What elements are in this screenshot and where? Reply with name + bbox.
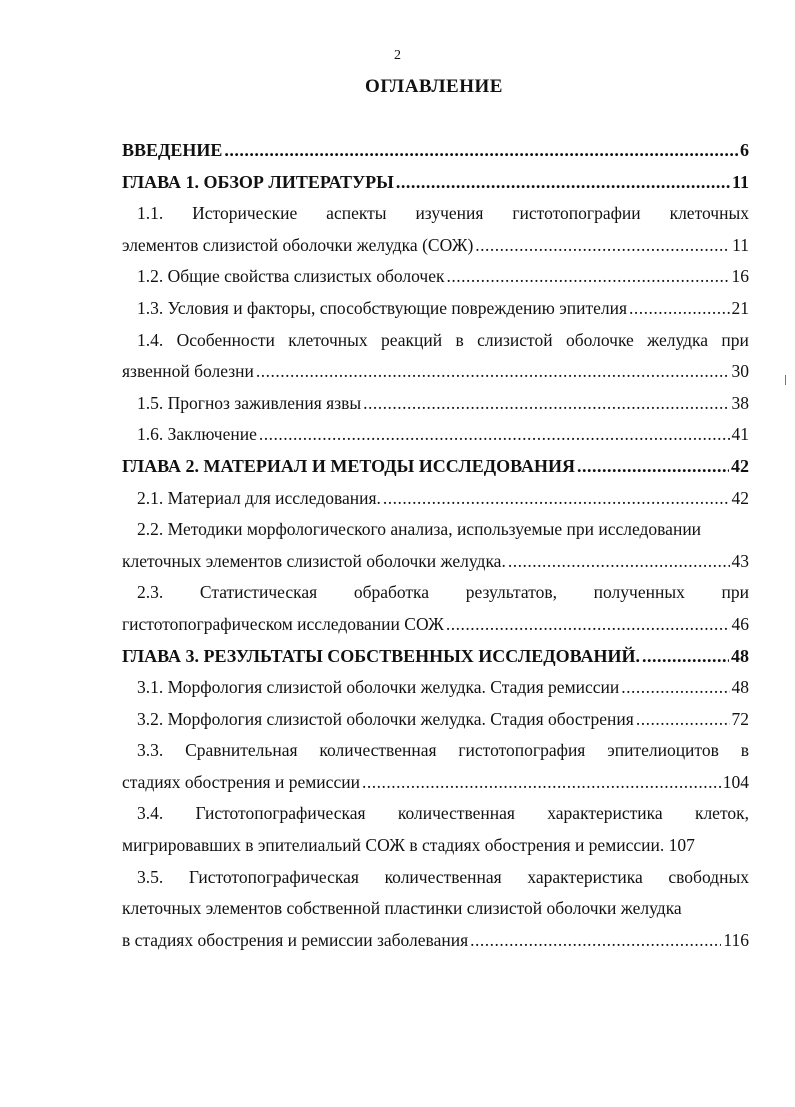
toc-word: 3.4. [137, 803, 164, 824]
toc-word: Статистическая [199, 582, 318, 603]
toc-word: аспекты [326, 203, 387, 224]
toc-word: слизистой [477, 329, 553, 350]
toc-entry-1-5[interactable] [122, 393, 749, 425]
toc-label: в стадиях обострения и ремиссии заболевания [122, 929, 469, 950]
toc-entry-1-4-cont[interactable] [122, 361, 749, 393]
dot-leader [362, 772, 721, 793]
toc-label: ГЛАВА 3. РЕЗУЛЬТАТЫ СОБСТВЕННЫХ ИССЛЕДОВАНИЙ. [122, 645, 640, 666]
toc-word: клеток, [694, 803, 749, 824]
toc-page-ref: 104 [722, 771, 749, 792]
toc-entry-1-4[interactable] [122, 330, 749, 362]
toc-word: оболочке [565, 329, 634, 350]
toc-word: в [740, 740, 749, 761]
toc-word: эпителиоцитов [607, 740, 719, 761]
toc-entry-3-3[interactable] [122, 740, 749, 772]
toc-page-ref: 72 [731, 708, 749, 729]
toc-label: ГЛАВА 2. МАТЕРИАЛ И МЕТОДЫ ИССЛЕДОВАНИЯ [122, 455, 575, 476]
toc-word: количественная [319, 740, 437, 761]
toc-word: Исторические [192, 203, 298, 224]
toc-label: 1.3. Условия и факторы, способствующие повреждению эпителия [137, 297, 628, 318]
dot-leader [621, 677, 729, 698]
toc-page-ref: 11 [732, 234, 749, 255]
toc-label: ГЛАВА 1. ОБЗОР ЛИТЕРАТУРЫ [122, 171, 394, 192]
dot-leader [475, 235, 730, 256]
toc-word: желудка [647, 329, 709, 350]
toc-label: 3.1. Морфология слизистой оболочки желудка. Стадия ремиссии [137, 677, 620, 698]
toc-page-ref: 11 [731, 171, 749, 192]
toc-word: гистотопографии [512, 203, 641, 224]
toc-label: 2.1. Материал для исследования. [137, 487, 381, 508]
toc-label: 1.5. Прогноз заживления язвы [137, 392, 362, 413]
toc-page-ref: 46 [731, 613, 749, 634]
toc-entry-3-5[interactable] [122, 867, 749, 899]
table-of-contents [122, 140, 749, 961]
dot-leader [224, 140, 738, 161]
toc-word: полученных [593, 582, 685, 603]
margin-mark [785, 375, 786, 385]
toc-entry-3-4[interactable] [122, 803, 749, 835]
toc-word: обработка [353, 582, 430, 603]
dot-leader [629, 298, 729, 319]
toc-entry-2-3[interactable] [122, 582, 749, 614]
toc-word: 1.1. [137, 203, 164, 224]
toc-entry-2-1[interactable] [122, 488, 749, 520]
toc-word: клеточных [669, 203, 749, 224]
dot-leader [446, 266, 729, 287]
dot-leader [383, 488, 730, 509]
toc-entry-3-5-cont[interactable] [122, 930, 749, 962]
toc-label: клеточных элементов слизистой оболочки желудка. [122, 550, 506, 571]
toc-entry-3-3-cont[interactable] [122, 772, 749, 804]
toc-entry-chapter-1[interactable] [122, 172, 749, 204]
toc-word: в [455, 329, 464, 350]
toc-word: 2.3. [137, 582, 164, 603]
dot-leader [470, 930, 721, 951]
dot-leader [636, 709, 730, 730]
toc-word: 1.4. [137, 329, 164, 350]
toc-word: Гистотопографическая [188, 866, 359, 887]
toc-entry-2-2-cont[interactable] [122, 551, 749, 583]
toc-word: характеристика [547, 803, 663, 824]
toc-word: клеточных [288, 329, 368, 350]
dot-leader [508, 551, 730, 572]
toc-label: 2.2. Методики морфологического анализа, используемые при исследовании [137, 519, 702, 540]
toc-word: количественная [384, 866, 502, 887]
toc-entry-1-1-cont[interactable] [122, 235, 749, 267]
toc-word: реакций [381, 329, 443, 350]
toc-entry-3-5-line2[interactable] [122, 898, 749, 930]
toc-page-ref: 21 [731, 297, 749, 318]
toc-word: 3.3. [137, 740, 164, 761]
toc-label: клеточных элементов собственной пластинки слизистой оболочки желудка [122, 898, 682, 919]
toc-page-ref: 116 [723, 929, 749, 950]
toc-word: при [721, 329, 749, 350]
toc-label: мигрировавших в эпителиальий СОЖ в стадиях обострения и ремиссии. 107 [122, 835, 695, 856]
toc-entry-2-3-cont[interactable] [122, 614, 749, 646]
toc-page-ref: 41 [731, 424, 749, 445]
toc-page-ref: 42 [731, 455, 749, 476]
dot-leader [577, 456, 729, 477]
toc-label: гистотопографическом исследовании СОЖ [122, 613, 444, 634]
toc-word: Сравнительная [185, 740, 298, 761]
dot-leader [363, 393, 729, 414]
toc-word: свободных [668, 866, 749, 887]
toc-word: при [721, 582, 749, 603]
toc-label: 1.6. Заключение [137, 424, 257, 445]
toc-entry-2-2[interactable] [122, 519, 749, 551]
toc-entry-chapter-3[interactable] [122, 646, 749, 678]
toc-word: Гистотопографическая [195, 803, 366, 824]
toc-word: результатов, [465, 582, 558, 603]
toc-page-ref: 6 [740, 140, 749, 160]
page-number: 2 [394, 48, 401, 63]
toc-page-ref: 38 [731, 392, 749, 413]
toc-entry-3-4-cont[interactable] [122, 835, 749, 867]
toc-page-ref: 42 [731, 487, 749, 508]
toc-label: ВВЕДЕНИЕ [122, 140, 223, 160]
toc-entry-3-2[interactable] [122, 709, 749, 741]
toc-page-ref: 48 [731, 645, 749, 666]
toc-word: Особенности [176, 329, 275, 350]
toc-page-ref: 43 [731, 550, 749, 571]
dot-leader [256, 361, 730, 382]
toc-label: 3.2. Морфология слизистой оболочки желудка. Стадия обострения [137, 708, 634, 729]
toc-entry-1-6[interactable] [122, 424, 749, 456]
toc-label: 1.2. Общие свойства слизистых оболочек [137, 266, 445, 287]
toc-label: язвенной болезни [122, 361, 254, 382]
toc-entry-1-3[interactable] [122, 298, 749, 330]
toc-entry-intro[interactable] [122, 140, 749, 172]
dot-leader [396, 172, 730, 193]
dot-leader [446, 614, 730, 635]
toc-word: гистотопография [458, 740, 586, 761]
toc-page-ref: 48 [731, 677, 749, 698]
toc-word: характеристика [527, 866, 643, 887]
toc-entry-1-1[interactable] [122, 203, 749, 235]
toc-entry-1-2[interactable] [122, 266, 749, 298]
dot-leader [642, 646, 729, 667]
toc-label: элементов слизистой оболочки желудка (СОЖ) [122, 234, 474, 255]
toc-page-ref: 30 [731, 361, 749, 382]
page-title: ОГЛАВЛЕНИЕ [365, 76, 503, 97]
toc-entry-chapter-2[interactable] [122, 456, 749, 488]
toc-page-ref: 16 [731, 266, 749, 287]
dot-leader [259, 424, 730, 445]
toc-word: количественная [397, 803, 515, 824]
toc-word: изучения [415, 203, 484, 224]
toc-label: стадиях обострения и ремиссии [122, 771, 360, 792]
toc-word: 3.5. [137, 866, 164, 887]
toc-entry-3-1[interactable] [122, 677, 749, 709]
